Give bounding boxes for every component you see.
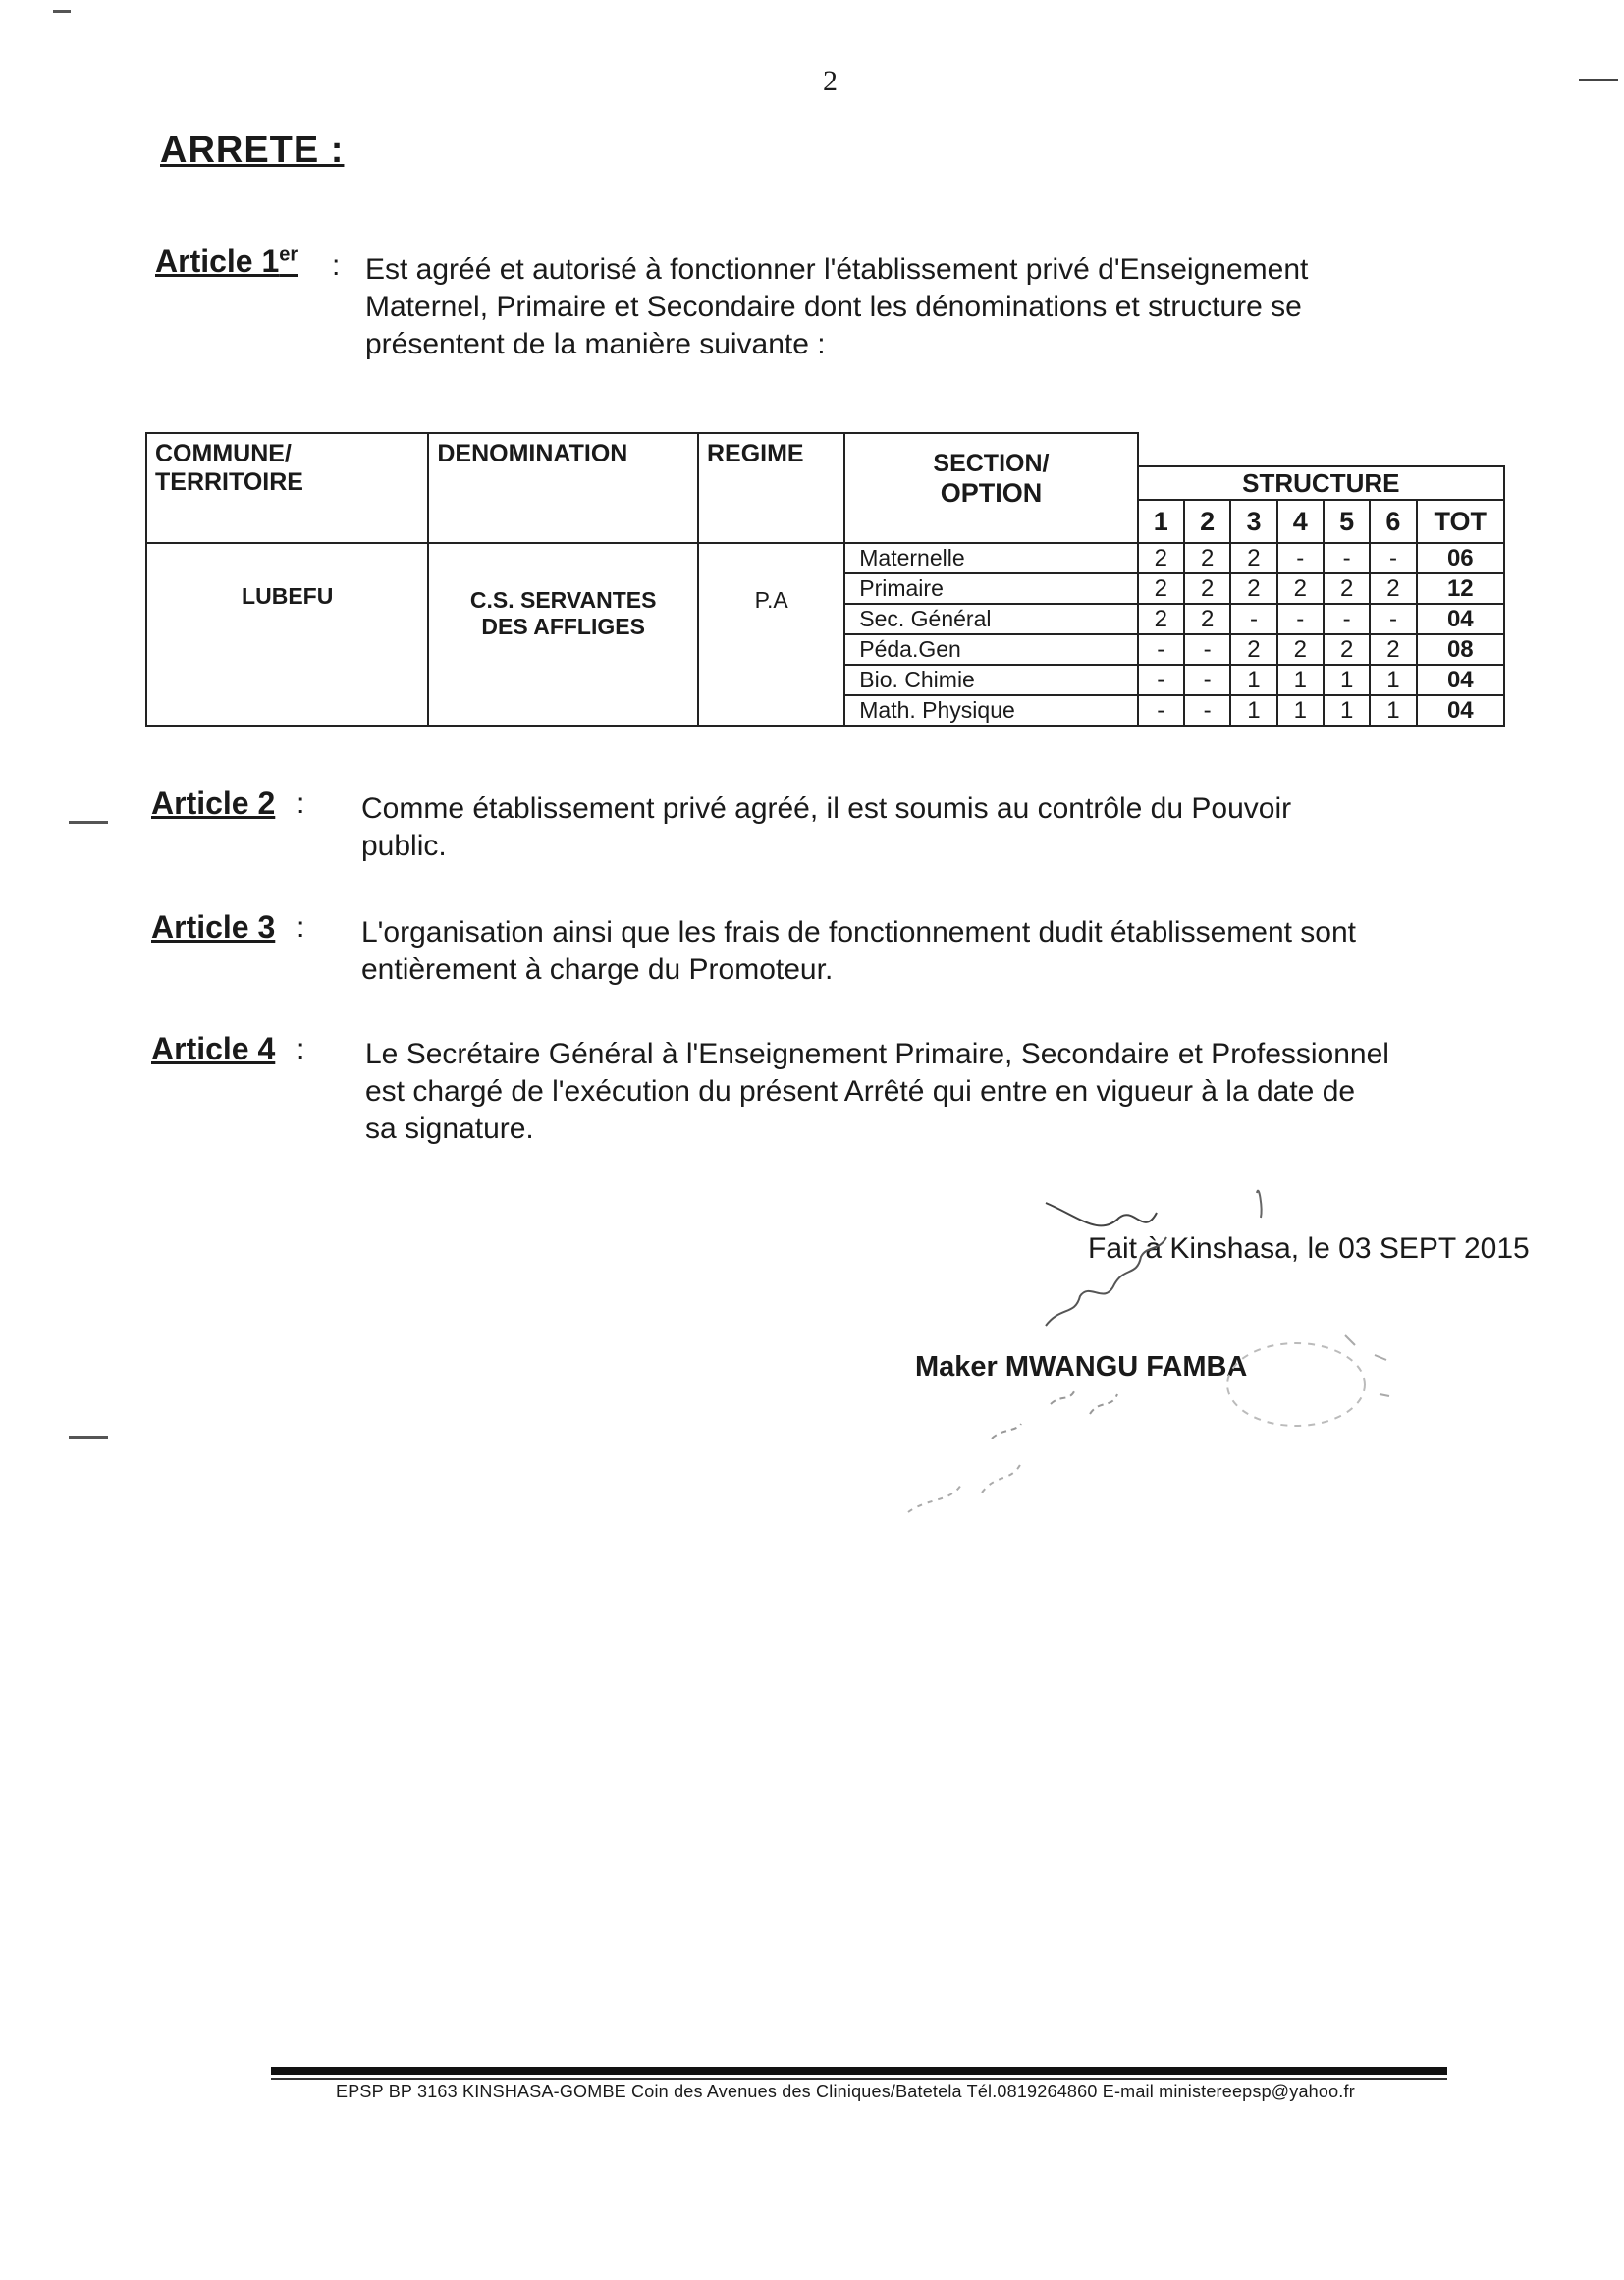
text-line: public. <box>361 830 447 862</box>
table-cell: - <box>1184 634 1230 665</box>
header-regime: REGIME <box>698 433 844 543</box>
article-colon: : <box>297 911 305 944</box>
table-cell: 2 <box>1230 573 1276 604</box>
table-cell: 2 <box>1184 573 1230 604</box>
scan-mark <box>1579 79 1618 81</box>
total-cell: 12 <box>1417 573 1504 604</box>
table-cell: 2 <box>1230 543 1276 573</box>
place-date: Fait à Kinshasa, le 03 SEPT 2015 <box>1088 1232 1530 1265</box>
option-cell: Primaire <box>844 573 1137 604</box>
table-cell: 1 <box>1370 665 1416 695</box>
article-2-text <box>361 790 1502 865</box>
signature-scribble <box>884 1159 1434 1571</box>
footer-address: EPSP BP 3163 KINSHASA-GOMBE Coin des Avenues des Cliniques/Batetela Tél.0819264860 E-mail ministereepsp@yahoo.fr <box>336 2082 1355 2101</box>
structure-table <box>145 432 1505 727</box>
table-cell: 2 <box>1370 634 1416 665</box>
table-cell: - <box>1324 543 1370 573</box>
denomination-line: C.S. SERVANTES <box>469 587 657 613</box>
table-cell: 1 <box>1370 695 1416 726</box>
signer-name: Maker MWANGU FAMBA <box>915 1351 1248 1383</box>
option-cell: Math. Physique <box>844 695 1137 726</box>
header-option: OPTION <box>940 478 1043 508</box>
page-number: 2 <box>823 65 838 97</box>
article-label: Article 1er <box>155 244 298 279</box>
table-cell: 1 <box>1230 665 1276 695</box>
table-cell: 1 <box>1324 665 1370 695</box>
table-cell: 2 <box>1277 634 1324 665</box>
article-1 <box>155 244 298 280</box>
table-cell: - <box>1230 604 1276 634</box>
denomination-line: DES AFFLIGES <box>481 614 645 639</box>
text-line: Maternel, Primaire et Secondaire dont les dénominations et structure se <box>365 291 1302 323</box>
table-cell: - <box>1277 604 1324 634</box>
article-4-label: Article 4 <box>151 1031 276 1066</box>
header-col-3: 3 <box>1230 500 1276 543</box>
total-cell: 08 <box>1417 634 1504 665</box>
text-line: est chargé de l'exécution du présent Arrêté qui entre en vigueur à la date de <box>365 1075 1356 1108</box>
table-cell: 2 <box>1184 604 1230 634</box>
table-cell: - <box>1324 604 1370 634</box>
header-structure: STRUCTURE <box>1138 466 1504 500</box>
table-cell: - <box>1370 543 1416 573</box>
table-cell: 2 <box>1370 573 1416 604</box>
text-line: L'organisation ainsi que les frais de fonctionnement dudit établissement sont <box>361 916 1357 949</box>
article-4-text <box>365 1036 1502 1148</box>
table-cell: 2 <box>1138 573 1184 604</box>
header-section: SECTION/ <box>933 450 1050 477</box>
table-cell: - <box>1277 543 1324 573</box>
text-line: présentent de la manière suivante : <box>365 328 826 360</box>
table-cell: - <box>1138 695 1184 726</box>
header-col-6: 6 <box>1370 500 1416 543</box>
header-col-2: 2 <box>1184 500 1230 543</box>
option-cell: Bio. Chimie <box>844 665 1137 695</box>
text-line: Est agréé et autorisé à fonctionner l'établissement privé d'Enseignement <box>365 253 1309 286</box>
header-section-option <box>844 433 1137 543</box>
denomination-cell <box>428 543 698 726</box>
header-denomination: DENOMINATION <box>428 433 698 543</box>
header-col-1: 1 <box>1138 500 1184 543</box>
table-cell: - <box>1184 665 1230 695</box>
table-cell: 1 <box>1230 695 1276 726</box>
header-col-5: 5 <box>1324 500 1370 543</box>
table-cell: - <box>1370 604 1416 634</box>
table-cell: 1 <box>1277 665 1324 695</box>
option-cell: Maternelle <box>844 543 1137 573</box>
article-3-label: Article 3 <box>151 909 276 945</box>
table-cell: - <box>1138 665 1184 695</box>
footer-rule <box>271 2078 1447 2080</box>
table-cell: 2 <box>1138 604 1184 634</box>
table-cell: 2 <box>1230 634 1276 665</box>
table-cell: 1 <box>1324 695 1370 726</box>
table-cell: - <box>1184 695 1230 726</box>
total-cell: 04 <box>1417 665 1504 695</box>
header-col-4: 4 <box>1277 500 1324 543</box>
table-cell: 2 <box>1277 573 1324 604</box>
text-line: Le Secrétaire Général à l'Enseignement Primaire, Secondaire et Professionnel <box>365 1038 1389 1070</box>
scan-mark <box>53 10 71 13</box>
article-colon: : <box>297 1033 305 1065</box>
regime-cell: P.A <box>698 543 844 726</box>
header-spacer <box>1138 433 1504 466</box>
footer-rule <box>271 2067 1447 2075</box>
text-line: sa signature. <box>365 1113 534 1145</box>
table-cell: 1 <box>1277 695 1324 726</box>
option-cell: Sec. Général <box>844 604 1137 634</box>
table-cell: 2 <box>1184 543 1230 573</box>
table-cell: - <box>1138 634 1184 665</box>
scan-mark <box>69 821 108 824</box>
header-commune: COMMUNE/ TERRITOIRE <box>146 433 428 543</box>
page-heading: ARRETE : <box>160 130 345 171</box>
article-1-text <box>365 251 1504 363</box>
article-3-text <box>361 914 1502 989</box>
table-cell: 2 <box>1324 634 1370 665</box>
total-cell: 04 <box>1417 695 1504 726</box>
option-cell: Péda.Gen <box>844 634 1137 665</box>
total-cell: 06 <box>1417 543 1504 573</box>
text-line: Comme établissement privé agréé, il est soumis au contrôle du Pouvoir <box>361 792 1292 825</box>
scan-mark <box>69 1436 108 1439</box>
total-cell: 04 <box>1417 604 1504 634</box>
article-colon: : <box>297 787 305 820</box>
commune-cell: LUBEFU <box>146 543 428 726</box>
text-line: entièrement à charge du Promoteur. <box>361 953 834 986</box>
article-2-label: Article 2 <box>151 786 276 821</box>
article-colon: : <box>332 249 341 282</box>
header-col-tot: TOT <box>1417 500 1504 543</box>
table-cell: 2 <box>1324 573 1370 604</box>
table-cell: 2 <box>1138 543 1184 573</box>
